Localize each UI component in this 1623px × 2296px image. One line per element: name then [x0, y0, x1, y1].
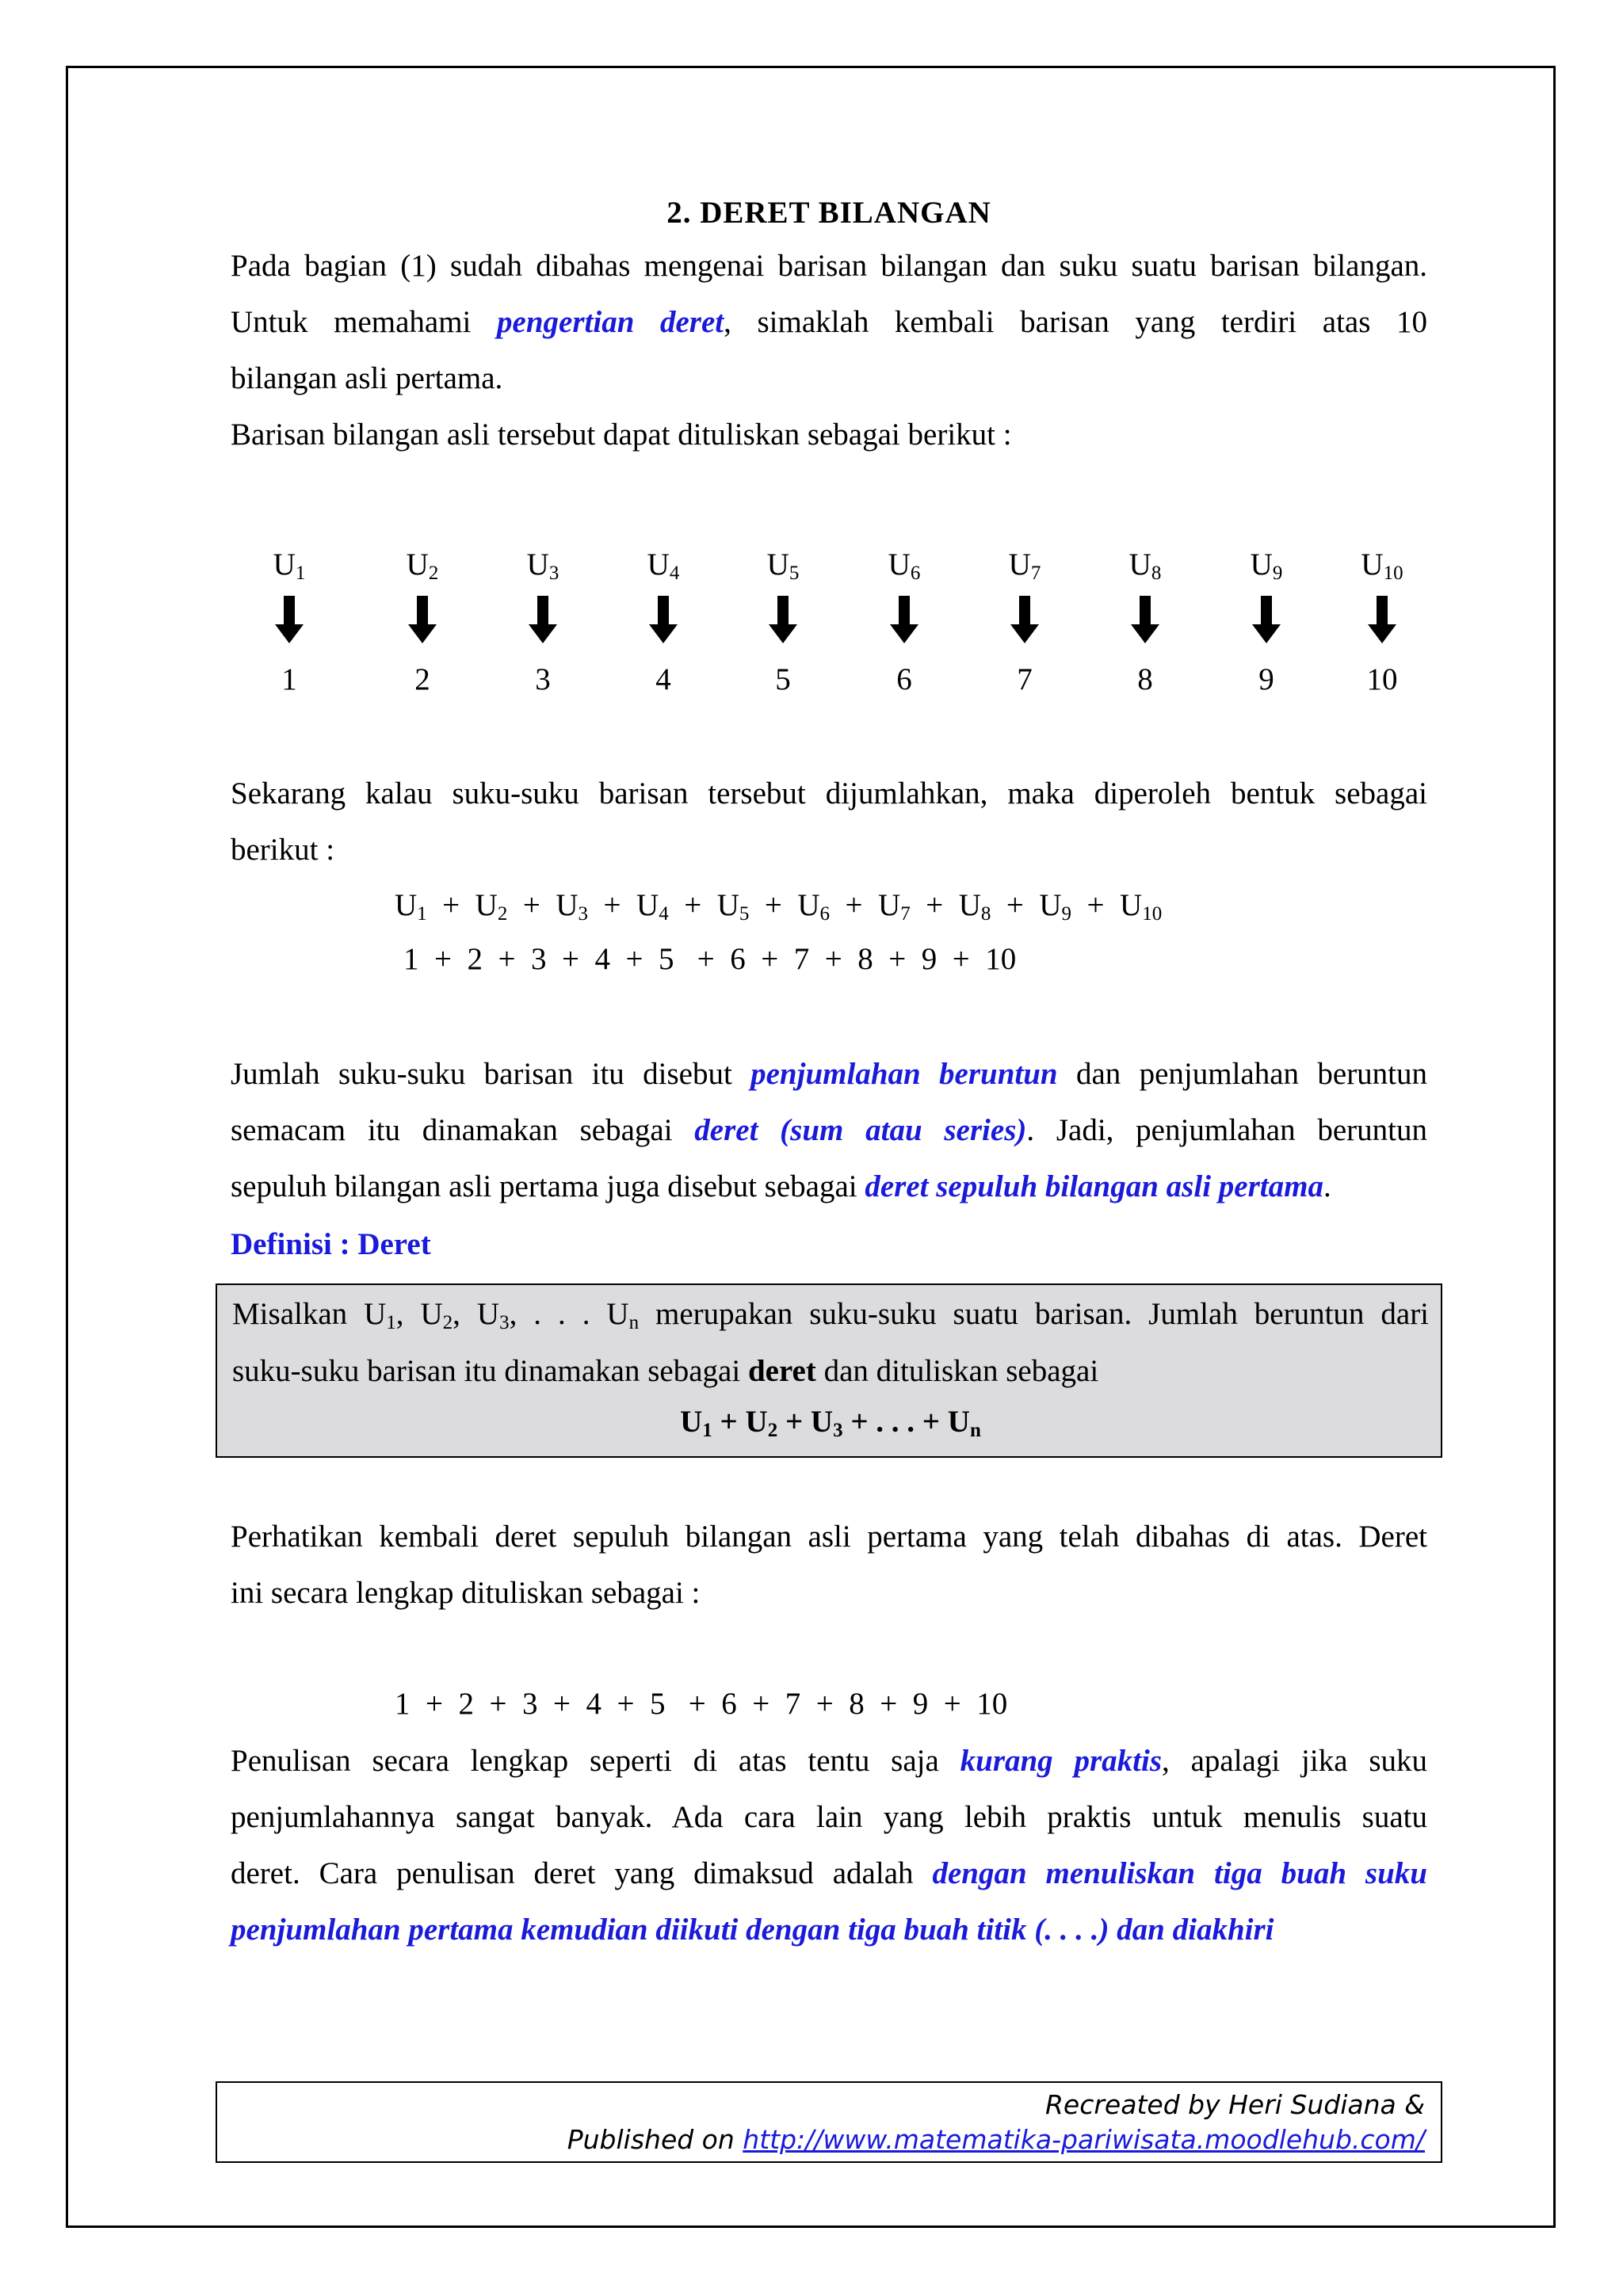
- subscript: 1: [417, 903, 427, 925]
- term-letter: U: [1039, 888, 1062, 922]
- definition-term-deret: deret: [747, 1354, 816, 1388]
- jumlah-text: .: [1323, 1169, 1331, 1203]
- term-letter: U: [797, 888, 820, 922]
- plus-sign: +: [588, 888, 637, 922]
- subscript: 9: [1272, 563, 1283, 584]
- jumlah-line-1: [231, 1046, 1427, 1102]
- down-arrow-icon: [527, 594, 559, 645]
- sequence-value: 8: [1137, 662, 1153, 696]
- term-letter: U: [878, 888, 901, 922]
- subscript: 5: [739, 903, 750, 925]
- intro-line-4: Barisan bilangan asli tersebut dapat dituliskan sebagai berikut :: [231, 418, 1012, 452]
- jumlah-line-2: [231, 1102, 1427, 1158]
- penulisan-paragraph: [231, 1733, 1427, 1958]
- definition-text: , . . . U: [509, 1297, 629, 1331]
- down-arrow-icon: [1009, 594, 1041, 645]
- subscript: 3: [499, 1312, 510, 1333]
- term-letter: U: [526, 547, 549, 582]
- sequence-value: 4: [655, 662, 671, 696]
- intro-paragraph: [231, 238, 1427, 463]
- plus-sign: +: [910, 888, 959, 922]
- down-arrow-icon: [407, 594, 438, 645]
- plus-sign: +: [668, 888, 717, 922]
- section-heading: 2. DERET BILANGAN: [666, 196, 991, 230]
- term-letter: U: [273, 547, 296, 582]
- term-letter: U: [636, 888, 659, 922]
- formula-text: + U: [712, 1405, 768, 1439]
- sequence-value: 10: [1366, 662, 1398, 696]
- penulisan-text: , apalagi jika suku: [1162, 1744, 1427, 1778]
- term-letter: U: [475, 888, 498, 922]
- penulisan-text: deret. Cara penulisan deret yang dimaksud adalah: [231, 1856, 914, 1890]
- sum-intro-line-1: Sekarang kalau suku-suku barisan tersebut dijumlahkan, maka diperoleh bentuk sebagai: [231, 776, 1427, 810]
- penulisan-text: Penulisan secara lengkap seperti di atas tentu saja: [231, 1744, 939, 1778]
- sequence-value: 1: [281, 662, 297, 696]
- subscript: 8: [980, 903, 991, 925]
- term-deret-sepuluh: deret sepuluh bilangan asli pertama: [865, 1169, 1323, 1203]
- sequence-diagram: [231, 547, 1427, 705]
- term-letter: U: [1008, 547, 1031, 582]
- term-pengertian-deret: pengertian deret: [497, 305, 724, 339]
- subscript: 2: [767, 1420, 778, 1441]
- subscript: n: [969, 1420, 981, 1441]
- subscript: 7: [900, 903, 911, 925]
- term-letter: U: [556, 888, 579, 922]
- term-kurang-praktis: kurang praktis: [960, 1744, 1163, 1778]
- down-arrow-icon: [647, 594, 679, 645]
- term-deret-sum-series: deret (sum atau series): [694, 1113, 1027, 1147]
- term-letter: U: [1120, 888, 1143, 922]
- plus-sign: +: [830, 888, 879, 922]
- subscript: 8: [1151, 563, 1162, 584]
- plus-sign: +: [991, 888, 1040, 922]
- sequence-term-u5: [735, 547, 831, 585]
- definition-title: Definisi : Deret: [231, 1227, 431, 1261]
- term-letter: U: [1128, 547, 1151, 582]
- subscript: 3: [578, 903, 589, 925]
- subscript: 2: [428, 563, 439, 584]
- jumlah-paragraph: [231, 1046, 1427, 1215]
- penulisan-line-1: [231, 1733, 1427, 1789]
- subscript: 9: [1061, 903, 1072, 925]
- sum-of-terms: [395, 887, 1162, 925]
- footer-credit: Recreated by Heri Sudiana &: [1044, 2089, 1425, 2120]
- footer-published-label: Published on: [567, 2124, 743, 2155]
- subscript: 10: [1142, 903, 1163, 925]
- jumlah-text: semacam itu dinamakan sebagai: [231, 1113, 673, 1147]
- term-dengan-menuliskan: dengan menuliskan tiga buah suku: [932, 1856, 1427, 1890]
- definition-text: merupakan suku-suku suatu barisan. Jumlah beruntun dari: [639, 1297, 1430, 1331]
- subscript: 4: [669, 563, 680, 584]
- down-arrow-icon: [273, 594, 305, 645]
- term-penjumlahan-pertama: penjumlahan pertama kemudian diikuti dengan tiga buah titik (. . . .) dan diakhiri: [231, 1913, 1274, 1947]
- formula-text: + U: [777, 1405, 834, 1439]
- subscript: n: [628, 1312, 640, 1333]
- definition-box: [216, 1283, 1442, 1458]
- plus-sign: +: [1071, 888, 1121, 922]
- down-arrow-icon: [888, 594, 920, 645]
- footer-credit-box: [216, 2081, 1442, 2163]
- sequence-term-u3: [495, 547, 590, 585]
- plus-sign: +: [426, 888, 475, 922]
- sequence-term-u1: [242, 547, 337, 585]
- jumlah-text: . Jadi, penjumlahan beruntun: [1026, 1113, 1427, 1147]
- sequence-value: 7: [1017, 662, 1033, 696]
- definition-text: dan dituliskan sebagai: [815, 1354, 1099, 1388]
- term-letter: U: [1250, 547, 1273, 582]
- subscript: 7: [1030, 563, 1041, 584]
- perhatikan-paragraph: [231, 1508, 1427, 1621]
- sequence-term-u2: [375, 547, 470, 585]
- sequence-term-u4: [616, 547, 711, 585]
- formula-text: + . . . + U: [842, 1405, 970, 1439]
- definition-text: suku-suku barisan itu dinamakan sebagai: [232, 1354, 748, 1388]
- formula-text: U: [680, 1405, 703, 1439]
- perhatikan-line-2: ini secara lengkap dituliskan sebagai :: [231, 1576, 701, 1610]
- sequence-value: 3: [535, 662, 551, 696]
- definition-line-2: [232, 1353, 1429, 1389]
- perhatikan-line-1: Perhatikan kembali deret sepuluh bilangan asli pertama yang telah dibahas di atas. Deret: [231, 1520, 1427, 1554]
- footer-published: [567, 2124, 1425, 2155]
- subscript: 5: [789, 563, 800, 584]
- down-arrow-icon: [1129, 594, 1161, 645]
- intro-text: Untuk memahami: [231, 305, 472, 339]
- sequence-value: 5: [775, 662, 791, 696]
- subscript: 1: [386, 1312, 396, 1333]
- sequence-term-u7: [977, 547, 1072, 585]
- plus-sign: +: [507, 888, 556, 922]
- term-letter: U: [395, 888, 418, 922]
- sequence-term-u9: [1219, 547, 1314, 585]
- term-penjumlahan-beruntun: penjumlahan beruntun: [750, 1057, 1058, 1091]
- down-arrow-icon: [767, 594, 799, 645]
- subscript: 4: [659, 903, 669, 925]
- sequence-term-u6: [857, 547, 952, 585]
- down-arrow-icon: [1251, 594, 1282, 645]
- definition-text: , U: [395, 1297, 443, 1331]
- intro-line-1: Pada bagian (1) sudah dibahas mengenai barisan bilangan dan suku suatu barisan bilangan.: [231, 249, 1427, 283]
- jumlah-text: Jumlah suku-suku barisan itu disebut: [231, 1057, 732, 1091]
- definition-line-1: [232, 1296, 1429, 1334]
- subscript: 3: [833, 1420, 843, 1441]
- intro-text: , simaklah kembali barisan yang terdiri atas 10: [724, 305, 1428, 339]
- penulisan-line-2: penjumlahannya sangat banyak. Ada cara lain yang lebih praktis untuk menulis suatu: [231, 1800, 1427, 1834]
- sequence-term-u8: [1098, 547, 1193, 585]
- penulisan-line-4: [231, 1901, 1427, 1958]
- subscript: 2: [442, 1312, 453, 1333]
- down-arrow-icon: [1366, 594, 1398, 645]
- term-letter: U: [766, 547, 789, 582]
- subscript: 2: [497, 903, 508, 925]
- footer-link[interactable]: http://www.matematika-pariwisata.moodlehub.com/: [743, 2124, 1425, 2155]
- jumlah-text: dan penjumlahan beruntun: [1075, 1057, 1428, 1091]
- definition-text: Misalkan U: [232, 1297, 387, 1331]
- penulisan-line-3: [231, 1845, 1427, 1901]
- subscript: 6: [819, 903, 831, 925]
- intro-line-3: bilangan asli pertama.: [231, 361, 503, 395]
- sum-intro-line-2: berikut :: [231, 833, 335, 867]
- sequence-value: 9: [1258, 662, 1274, 696]
- subscript: 3: [548, 563, 559, 584]
- definition-text: , U: [453, 1297, 500, 1331]
- subscript: 10: [1383, 563, 1403, 584]
- term-letter: U: [888, 547, 911, 582]
- jumlah-text: sepuluh bilangan asli pertama juga disebut sebagai: [231, 1169, 857, 1203]
- subscript: 1: [295, 563, 306, 584]
- subscript: 1: [702, 1420, 712, 1441]
- intro-line-2: [231, 294, 1427, 350]
- sequence-term-u10: [1335, 547, 1430, 585]
- subscript: 6: [910, 563, 921, 584]
- jumlah-line-3: [231, 1158, 1427, 1215]
- sequence-value: 6: [896, 662, 912, 696]
- definition-formula: [232, 1404, 1429, 1442]
- sequence-value: 2: [414, 662, 430, 696]
- term-letter: U: [406, 547, 429, 582]
- sum-of-values-2: 1 + 2 + 3 + 4 + 5 + 6 + 7 + 8 + 9 + 10: [395, 1687, 1008, 1721]
- term-letter: U: [647, 547, 670, 582]
- term-letter: U: [958, 888, 981, 922]
- sum-intro-paragraph: [231, 765, 1427, 878]
- term-letter: U: [1361, 547, 1384, 582]
- term-letter: U: [716, 888, 739, 922]
- plus-sign: +: [749, 888, 798, 922]
- sum-of-values: 1 + 2 + 3 + 4 + 5 + 6 + 7 + 8 + 9 + 10: [403, 942, 1017, 976]
